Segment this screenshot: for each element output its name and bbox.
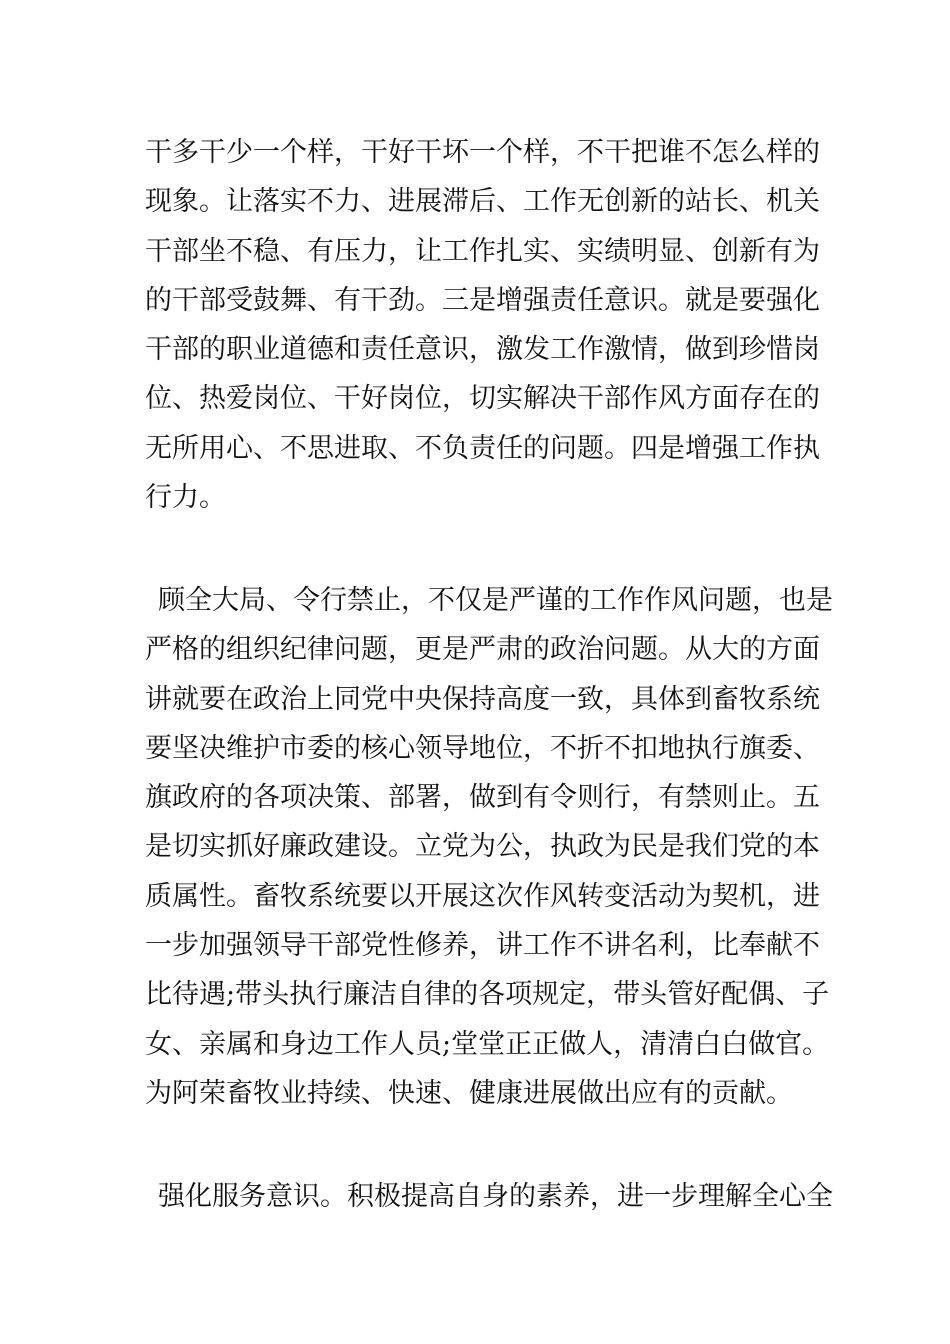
text-line: 要坚决维护市委的核心领导地位，不折不扣地执行旗委、 xyxy=(145,732,820,764)
text-line: 为阿荣畜牧业持续、快速、健康进展做出应有的贡献。 xyxy=(145,1077,793,1109)
text-line: 行力。 xyxy=(145,482,226,514)
text-line: 无所用心、不思进取、不负责任的问题。四是增强工作执 xyxy=(145,432,820,464)
text-line: 讲就要在政治上同党中央保持高度一致，具体到畜牧系统 xyxy=(145,683,820,715)
text-line: 的干部受鼓舞、有干劲。三是增强责任意识。就是要强化 xyxy=(145,284,820,316)
text-line: 现象。让落实不力、进展滞后、工作无创新的站长、机关 xyxy=(145,186,820,218)
text-line: 位、热爱岗位、干好岗位，切实解决干部作风方面存在的 xyxy=(145,383,820,415)
text-line: 比待遇;带头执行廉洁自律的各项规定，带头管好配偶、子 xyxy=(145,979,830,1011)
paragraph-1 xyxy=(145,128,820,522)
text-line: 旗政府的各项决策、部署，做到有令则行，有禁则止。五 xyxy=(145,782,820,814)
text-line: 强化服务意识。积极提高自身的素养，进一步理解全心全 xyxy=(158,1181,833,1212)
text-line: 质属性。畜牧系统要以开展这次作风转变活动为契机，进 xyxy=(145,880,820,912)
text-line: 干部的职业道德和责任意识，激发工作激情，做到珍惜岗 xyxy=(145,334,820,366)
paragraph-2 xyxy=(145,576,833,1118)
text-line: 干多干少一个样，干好干坏一个样，不干把谁不怎么样的 xyxy=(145,137,820,168)
text-line: 是切实抓好廉政建设。立党为公，执政为民是我们党的本 xyxy=(145,831,820,863)
text-line: 严格的组织纪律问题，更是严肃的政治问题。从大的方面 xyxy=(145,634,820,666)
text-line: 干部坐不稳、有压力，让工作扎实、实绩明显、创新有为 xyxy=(145,235,820,267)
text-line: 一步加强领导干部党性修养，讲工作不讲名利，比奉献不 xyxy=(145,930,820,962)
paragraph-3 xyxy=(145,1172,833,1221)
text-line: 顾全大局、令行禁止，不仅是严谨的工作作风问题，也是 xyxy=(158,585,833,616)
text-line: 女、亲属和身边工作人员;堂堂正正做人，清清白白做官。 xyxy=(145,1028,830,1060)
